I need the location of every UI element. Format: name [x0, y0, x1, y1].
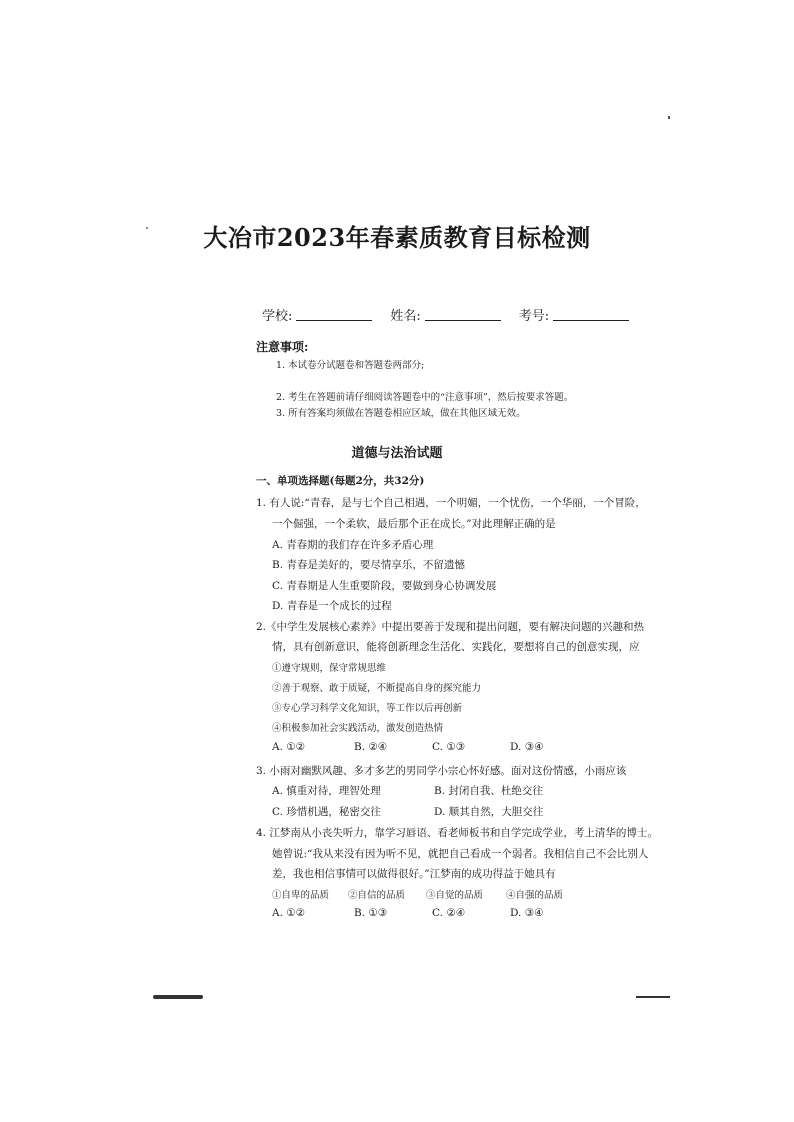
statement-item: ④积极参加社会实践活动，激发创造热情	[272, 723, 444, 734]
answer-option: C. 珍惜机遇，秘密交往	[272, 806, 381, 818]
question-stem: 1. 有人说:“青春，是与七个自己相遇，一个明媚，一个忧伤，一个华丽，一个冒险，	[256, 497, 646, 509]
answer-option: D. ③④	[510, 907, 544, 919]
question-stem: 她曾说:“我从来没有因为听不见，就把自己看成一个弱者。我相信自己不会比别人	[272, 848, 649, 860]
answer-option: B. ①③	[354, 907, 388, 919]
answer-option: A. ①②	[272, 741, 306, 753]
answer-option: B. 青春是美好的，要尽情享乐，不留遗憾	[272, 559, 465, 571]
name-field[interactable]	[425, 320, 501, 321]
number-field[interactable]	[553, 320, 629, 321]
question-stem: 4. 江梦南从小丧失听力，靠学习唇语、看老师板书和自学完成学业，考上清华的博士。	[256, 827, 658, 839]
note-item: 1. 本试卷分试题卷和答题卷两部分;	[276, 360, 425, 371]
question-stem: 2.《中学生发展核心素养》中提出要善于发现和提出问题，要有解决问题的兴趣和热	[256, 621, 645, 633]
student-info-row	[262, 305, 647, 324]
scan-mark	[153, 995, 203, 999]
school-field[interactable]	[296, 320, 372, 321]
answer-option: A. ①②	[272, 907, 306, 919]
note-item: 2. 考生在答题前请仔细阅读答题卷中的“注意事项”，然后按要求答题。	[276, 392, 574, 403]
statement-item: ①遵守规则，保守常规思维	[272, 663, 387, 674]
question-stem: 一个倔强，一个柔软，最后那个正在成长。”对此理解正确的是	[272, 518, 556, 530]
number-label: 考号:	[518, 309, 550, 324]
answer-option: D. 顺其自然，大胆交往	[434, 806, 544, 818]
school-label: 学校:	[262, 309, 293, 324]
exam-title: 大冶市2023年春素质教育目标检测	[203, 223, 591, 252]
answer-option: B. 封闭自我、杜绝交往	[434, 785, 543, 797]
statement-items-row	[272, 887, 563, 901]
answer-options-row	[272, 741, 544, 753]
question-stem: 3. 小雨对幽默风趣、多才多艺的男同学小宗心怀好感。面对这份情感，小雨应该	[256, 765, 627, 777]
answer-options-row	[272, 907, 544, 919]
scan-speck	[668, 116, 670, 119]
answer-option: B. ②④	[354, 741, 388, 753]
section-title: 道德与法治试题	[351, 446, 443, 461]
answer-option: A. 慎重对待，理智处理	[272, 785, 381, 797]
name-label: 姓名:	[390, 309, 421, 324]
statement-item: ②善于观察、敢于质疑，不断提高自身的探究能力	[272, 683, 482, 694]
statement-item: ③专心学习科学文化知识，等工作以后再创新	[272, 703, 463, 714]
statement-item: ③自觉的品质	[426, 890, 484, 901]
answer-option: D. 青春是一个成长的过程	[272, 600, 392, 612]
question-stem: 差，我也相信事情可以做得很好。”江梦南的成功得益于她具有	[272, 868, 556, 880]
notes-heading: 注意事项:	[256, 340, 309, 354]
note-item: 3. 所有答案均须做在答题卷相应区域，做在其他区域无效。	[276, 408, 526, 419]
answer-option: A. 青春期的我们存在许多矛盾心理	[272, 539, 434, 551]
answer-option: C. ①③	[432, 741, 466, 753]
scan-mark	[636, 996, 670, 998]
answer-option: C. 青春期是人生重要阶段，要做到身心协调发展	[272, 580, 497, 592]
answer-option: D. ③④	[510, 741, 544, 753]
question-stem: 情，具有创新意识，能将创新理念生活化、实践化，要想将自己的创意实现，应	[272, 641, 640, 653]
answer-options-row	[272, 804, 543, 819]
answer-option: C. ②④	[432, 907, 466, 919]
part-heading: 一、单项选择题(每题2分，共32分)	[256, 475, 425, 487]
statement-item: ①自卑的品质	[272, 890, 330, 901]
answer-options-row	[272, 783, 543, 798]
statement-item: ②自信的品质	[348, 890, 406, 901]
statement-item: ④自强的品质	[506, 890, 564, 901]
